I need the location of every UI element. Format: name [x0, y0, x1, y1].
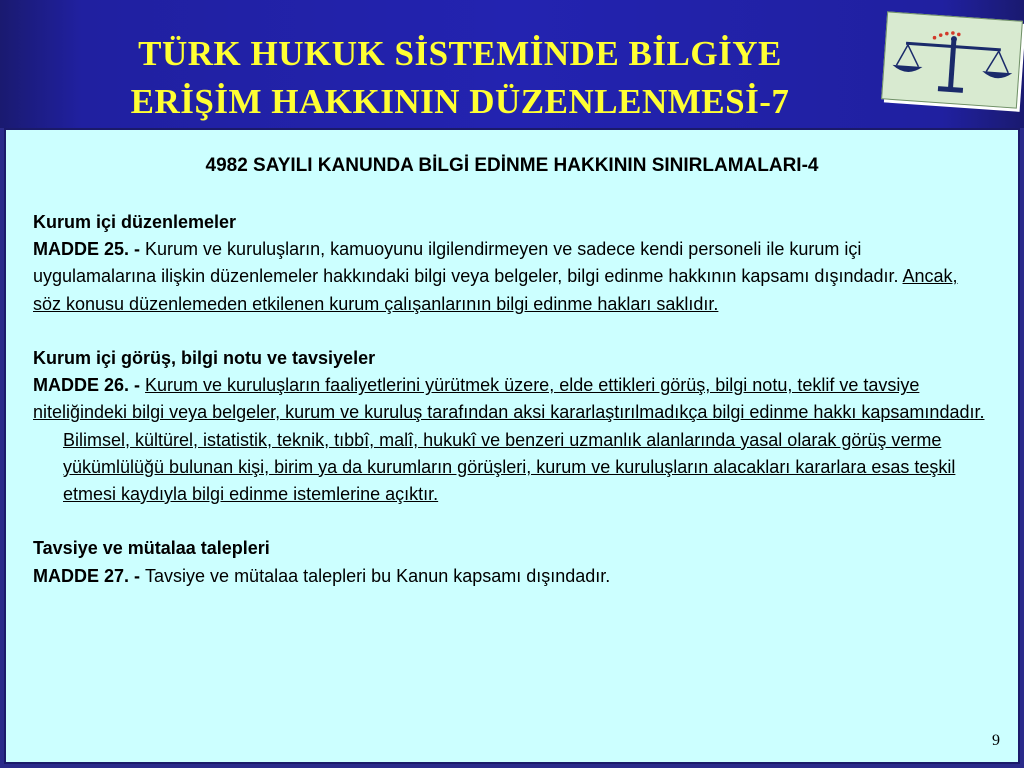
- section-heading: Kurum içi düzenlemeler: [33, 212, 237, 232]
- content-panel: [4, 128, 1020, 764]
- section-subtitle: 4982 SAYILI KANUNDA BİLGİ EDİNME HAKKININ SINIRLAMALARI-4: [205, 155, 819, 176]
- article-number: MADDE 27. -: [33, 565, 146, 586]
- article-paragraph: [33, 236, 988, 318]
- spacer: [33, 318, 988, 345]
- page-number: 9: [992, 732, 1000, 749]
- article-text: Kurum ve kuruluşların, kamuoyunu ilgilendirmeyen ve sadece kendi personeli ile kurum içi uygulamalarına ilişkin düzenlemeler hakkındaki bilgi veya belgeler, bilgi edinme hakkının kapsamı dışındadır.: [33, 239, 903, 287]
- article-paragraph: [33, 372, 988, 426]
- slide-title-line-1: TÜRK HUKUK SİSTEMİNDE BİLGİYE: [138, 34, 782, 73]
- body-text: [33, 209, 988, 590]
- article-underlined-text: Bilimsel, kültürel, istatistik, teknik, tıbbî, malî, hukukî ve benzeri uzmanlık alanlarında yasal olarak görüş verme yükümlülüğü bulunan kişi, birim ya da kurumların görüşleri, kurum ve kuruluşların alacakları kararlara esas teşkil etmesi kaydıyla bilgi edinme istemlerine açıktır.: [63, 429, 956, 505]
- article-underlined-text: Ancak, söz konusu düzenlemeden etkilenen kurum çalışanlarının bilgi edinme hakları saklıdır.: [33, 266, 958, 314]
- article-paragraph: [33, 427, 988, 509]
- article-paragraph: [33, 563, 988, 590]
- scales-of-justice-icon: [881, 11, 1023, 108]
- article-number: MADDE 25. -: [33, 239, 146, 260]
- slide-title: [40, 30, 880, 126]
- spacer: [33, 508, 988, 535]
- section-heading: Kurum içi görüş, bilgi notu ve tavsiyeler: [33, 348, 376, 368]
- section-heading: Tavsiye ve mütalaa talepleri: [33, 538, 270, 559]
- article-number: MADDE 26. -: [33, 375, 146, 396]
- slide-title-line-2: ERİŞİM HAKKININ DÜZENLENMESİ-7: [130, 82, 790, 121]
- article-text: Tavsiye ve mütalaa talepleri bu Kanun kapsamı dışındadır.: [145, 565, 611, 586]
- slide-header: [0, 0, 1024, 128]
- article-underlined-text: Kurum ve kuruluşların faaliyetlerini yürütmek üzere, elde ettikleri görüş, bilgi notu, teklif ve tavsiye niteliğindeki bilgi veya belgeler, kurum ve kuruluş tarafından aksi kararlaştırılmadıkça bilgi edinme hakkı kapsamındadır.: [33, 375, 985, 423]
